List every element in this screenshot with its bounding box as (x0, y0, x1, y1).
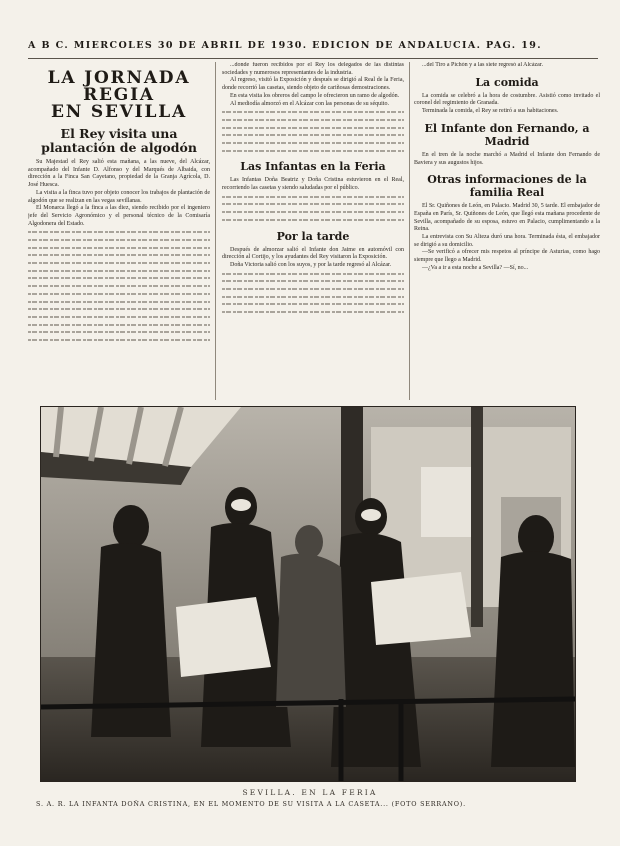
illegible-text-block (28, 228, 210, 343)
header-rule (28, 58, 598, 59)
royal-family-news-subhead: Otras informaciones de la familia Real (427, 173, 587, 200)
cotton-visit-subhead: El Rey visita una plantación de algodón (41, 126, 197, 155)
article-paragraph: El Monarca llegó a la finca a las diez, siendo recibido por el ingeniero jefe del Servicio Agronómico y el personal técnico de la Comisaría Algodonera del Estado. (28, 205, 210, 227)
article-paragraph: ...donde fueron recibidos por el Rey los delegados de las distintas sociedades y numerosos representantes de la industria. (222, 62, 404, 76)
article-paragraph: —¿Va a ir a esta noche a Sevilla? —Sí, no... (422, 264, 529, 271)
main-headline-line2: EN SEVILLA (51, 102, 187, 122)
article-paragraph: Doña Victoria salió con los suyos, y por la tarde regresó al Alcázar. (230, 261, 392, 268)
column-3 (414, 62, 600, 273)
article-paragraph: Después de almorzar salió el Infante don Jaime en automóvil con dirección al Cortijo, y los ayudantes del Rey visitaron la Exposición. (222, 246, 404, 261)
afternoon-subhead: Por la tarde (276, 229, 350, 243)
article-paragraph: En el tren de la noche marchó a Madrid el Infante don Fernando de Baviera y sus augustos hijos. (414, 151, 600, 166)
article-paragraph: El Sr. Quiñones de León, en Palacio. Madrid 30, 5 tarde. El embajador de España en París, Sr. Quiñones de León, que llegó esta mañana procedente de Sevilla, acompañado de su esposa, estuvo en Palacio, cumplimentando a la Reina. (414, 203, 600, 233)
infante-fernando-subhead: El Infante don Fernando, a Madrid (424, 121, 590, 148)
illegible-text-block (222, 108, 404, 154)
article-paragraph: —Se verificó a ofrecer mis respetos al príncipe de Asturias, como hago siempre que llego a Madrid. (414, 249, 600, 264)
illegible-text-block (222, 193, 404, 224)
main-headline-line1: LA JORNADA REGIA (47, 68, 191, 105)
article-paragraph: Terminada la comida, el Rey se retiró a sus habitaciones. (422, 108, 559, 115)
article-paragraph: Al mediodía almorzó en el Alcázar con las personas de su séquito. (230, 100, 389, 107)
column-1 (28, 62, 210, 344)
article-paragraph: Al regreso, visitó la Exposición y después se dirigió al Real de la Feria, donde recorrió las casetas, siendo objeto de cariñosas demostraciones. (222, 77, 404, 92)
photo-illustration (41, 407, 575, 781)
feria-photograph (40, 406, 576, 782)
photo-caption-title: SEVILLA. EN LA FERIA (242, 788, 378, 797)
column-divider (409, 62, 410, 400)
article-paragraph: Las Infantas Doña Beatriz y Doña Cristina estuvieron en el Real, recorriendo las casetas y siendo saludadas por el público. (222, 177, 404, 192)
article-paragraph: En esta visita los obreros del campo le ofrecieron un ramo de algodón. (230, 92, 400, 99)
main-headline (28, 70, 210, 121)
article-paragraph: La visita a la finca tuvo por objeto conocer los trabajos de plantación de algodón que se realizan en las vegas sevillanas. (28, 189, 210, 204)
column-divider (215, 62, 216, 400)
illegible-text-block (222, 270, 404, 316)
article-paragraph: La comida se celebró a la hora de costumbre. Asistió como invitado el coronel del regimiento de Granada. (414, 92, 600, 107)
article-paragraph: Su Majestad el Rey salió esta mañana, a las nueve, del Alcázar, acompañado del Infante D. Alfonso y del Marqués de Albaida, con dirección a la Finca San Cayetano, propiedad de la Granja Agrícola, D. José Huesca. (28, 159, 210, 189)
photo-caption-text: S. A. R. LA INFANTA DOÑA CRISTINA, EN EL MOMENTO DE SU VISITA A LA CASETA... (FOTO SERRANO). (36, 800, 466, 808)
article-paragraph: ...del Tiro a Pichón y a las siete regresó al Alcázar. (422, 62, 543, 68)
running-head: A B C. MIERCOLES 30 DE ABRIL DE 1930. EDICION DE ANDALUCIA. PAG. 19. (28, 40, 542, 51)
article-paragraph: La entrevista con Su Alteza duró una hora. Terminada ésta, el embajador se dirigió a su domicilio. (414, 234, 600, 248)
infantas-feria-subhead: Las Infantas en la Feria (240, 160, 386, 174)
column-2 (222, 62, 404, 316)
dinner-subhead: La comida (475, 75, 539, 89)
